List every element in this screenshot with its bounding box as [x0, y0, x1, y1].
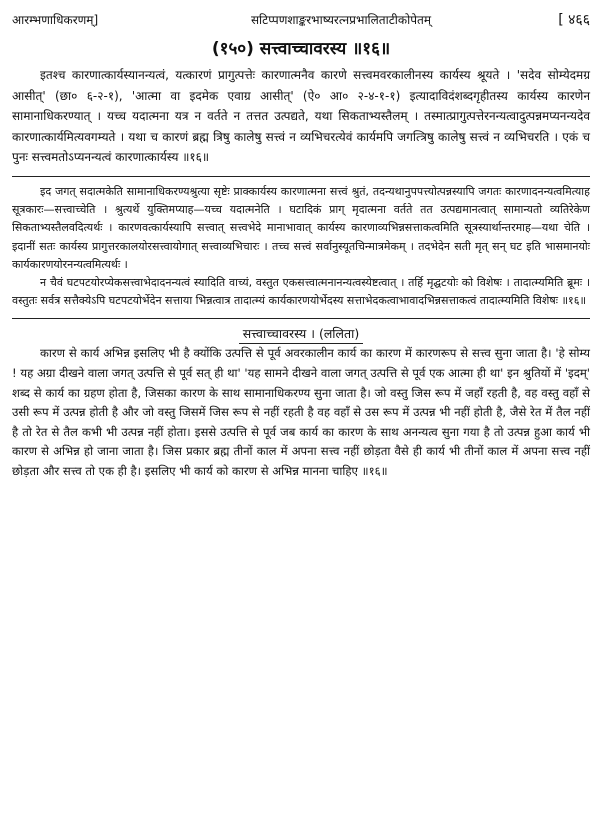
header-book-title: सटिप्पणशाङ्करभाष्यरत्नप्रभालिताटीकोपेतम्	[250, 12, 432, 27]
header-page-number: [ ४६६	[558, 11, 590, 28]
running-header	[12, 6, 590, 32]
lalita-heading	[12, 325, 590, 342]
divider-rule	[12, 176, 590, 177]
ratnaprabha-para-2: न चैवं घटपटयोरप्येकसत्त्वाभेदादनन्यत्वं स्यादिति वाच्यं, वस्तुत एकसत्त्वात्मनानन्यत्वस्येष्टत्वात् । तर्हि मृद्घटयोः को विशेषः । तादात्म्यमिति ब्रूमः । वस्तुतः सर्वत्र सत्तैक्येऽपि घटपटयोर्भेदेन सत्ताया भिन्नत्वात्र तादात्म्यं कार्यकारणयोर्भेदस्य सत्ताभेदकत्वाभावादभिन्नसत्ताकत्वं तादात्म्यमिति विशेषः ॥१६॥	[12, 275, 590, 308]
header-section-name: आरम्भणाधिकरणम्]	[12, 12, 99, 27]
bhashya-text: इतश्च कारणात्कार्यस्यानन्यत्वं, यत्कारणं प्रागुत्पत्तेः कारणात्मनैव कारणे सत्त्वमवरकालीनस्य कार्यस्य श्रूयते । 'सदेव सोम्येदमग्र आसीत्' (छा० ६-२-१), 'आत्मा वा इदमेक एवाग्र आसीत्' (ऐ० आ० २-४-१-१) इत्यादाविदंशब्दगृहीतस्य कार्यस्य कारणेन सामानाधिकरण्यात् । यच्च यदात्मना यत्र न वर्तते न तत्तत उत्पद्यते, यथा सिकताभ्यस्तैलम् । तस्मात्प्रागुत्पत्तेरनन्यत्वादुत्पन्नमप्यनन्यदेव कारणात्कार्यमित्यवगम्यते । यथा च कारणं ब्रह्म त्रिषु कालेषु सत्त्वं न व्यभिचरत्येवं कार्यमपि जगत्त्रिषु कालेषु सत्त्वं न व्यभिचरति । एकं च पुनः सत्त्वमतोऽप्यनन्यत्वं कारणात्कार्यस्य ॥१६॥	[12, 68, 590, 165]
divider-rule	[12, 318, 590, 319]
sutra-title: (१५०) सत्त्वाच्चावरस्य ॥१६॥	[211, 39, 391, 59]
ratnaprabha-para-1: इद जगत् सदात्मकेति सामानाधिकरण्यश्रुत्या सृष्टेः प्राक्कार्यस्य कारणात्मना सत्त्वं श्रुतं, तदन्यथानुपपत्त्योत्पन्नस्यापि जगतः कारणादनन्यत्वमित्याह सूत्रकारः—सत्त्वाच्चेति । श्रुत्यर्थे युक्तिमप्याह—यच्च यदात्मनेति । घटादिकं प्राग् मृदात्मना वर्तते तत उत्पद्यमानत्वात् सामान्यतो व्यतिरेकेण सिकताभ्यस्तैलवदित्यर्थः । कारणवत्कार्यस्यापि सत्त्वात् सत्त्वभेदे मानाभावात् कार्यस्य कारणाव्यभिन्नसत्ताकत्वमिति सूत्रस्यार्थान्तरमाह—यथा चेति । इदानीं सतः कार्यस्य प्रागुत्तरकालयोरसत्त्वायोगात् सत्त्वाव्यभिचारः । तच्च सत्त्वं सर्वानुस्यूतचिन्मात्रमेकम् । तदभेदेन सती मृत् सन् घट इति भासमानयोः कार्यकारणयोरनन्यत्वमित्यर्थः ।	[12, 184, 590, 271]
lalita-text: कारण से कार्य अभिन्न इसलिए भी है क्योंकि उत्पत्ति से पूर्व अवरकालीन कार्य का कारण में कारणरूप से सत्त्व सुना जाता है। 'हे सोम्य ! यह अग्रा दीखने वाला जगत् उत्पत्ति से पूर्व सत् ही था' 'यह सामने दीखने वाला जगत् उत्पत्ति से पूर्व एक आत्मा ही था' इन श्रुतियों में 'इदम्' शब्द से कार्य का ग्रहण होता है, जिसका कारण के साथ सामानाधिकरण्य सुना जाता है। जो वस्तु जिस रूप में जहाँ रहती है, वह वस्तु वहाँ से उसी रूप में उत्पन्न होती है और जो वस्तु जिसमें जिस रूप से नहीं रहती है वह वहाँ से उस रूप में उत्पन्न भी नहीं होती है, जैसे रेत में तैल नहीं है तो रेत से तैल कभी भी उत्पन्न नहीं होता। इससे उत्पत्ति से पूर्व जब कार्य का कारण के साथ अनन्यत्व सुना गया है तो उत्पन्न हुआ कार्य भी कारण से अभिन्न हो जाना जाता है। जिस प्रकार ब्रह्म तीनों काल में अपना सत्त्व नहीं छोड़ता वैसे ही कार्य भी तीनों काल में अपना सत्त्व नहीं छोड़ता और सत्त्व तो एक ही है। इसलिए भी कार्य को कारण से अभिन्न मानना चाहिए ॥१६॥	[12, 346, 590, 478]
lalita-heading-text: सत्त्वाच्चावरस्य । (ललिता)	[239, 326, 364, 344]
